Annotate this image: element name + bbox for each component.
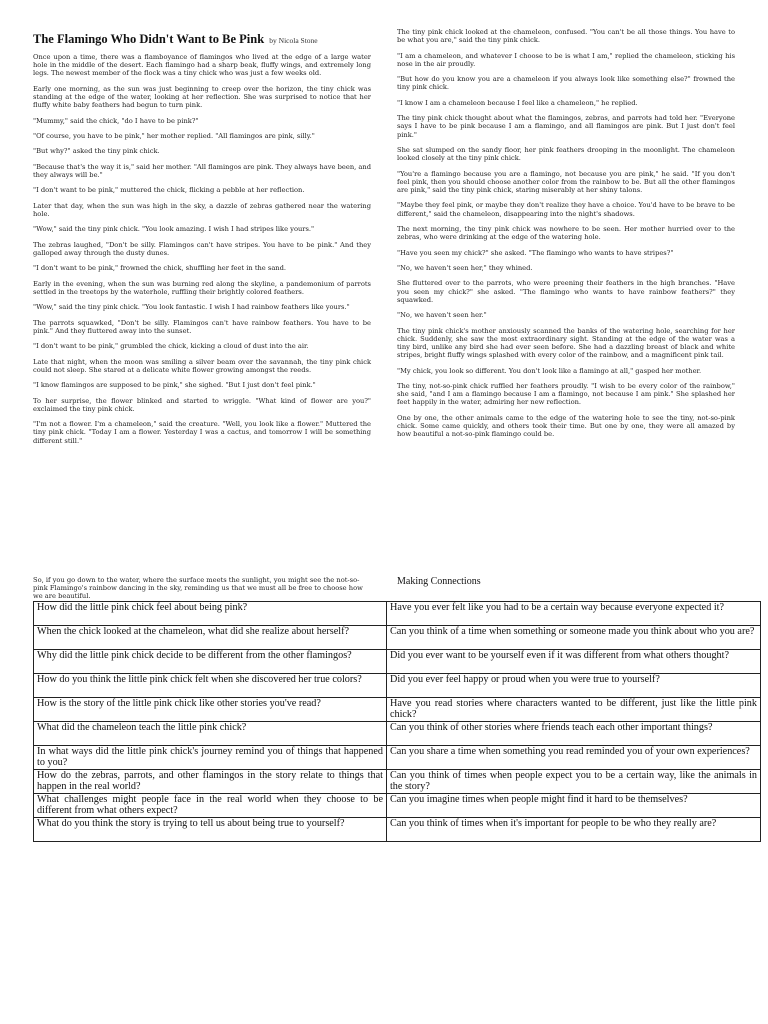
story-paragraph: "Have you seen my chick?" she asked. "The flamingo who wants to have stripes?" [397,248,674,257]
connection-question-cell: Can you imagine times when people might find it hard to be themselves? [386,794,760,818]
connection-question-cell: Can you think of times when it's important for people to be who they really are? [386,818,760,842]
story-paragraph: "Wow," said the tiny pink chick. "You look amazing. I wish I had stripes like yours." [33,225,315,234]
story-paragraph: "My chick, you look so different. You don't look like a flamingo at all," gasped her mother. [397,366,702,375]
story-paragraph: Early one morning, as the sun was just beginning to creep over the horizon, the tiny chick was standing at the edge of the water, looking at her reflection. She was surprised to notice that her fluffy white baby feathers had begun to turn pink. [33,84,371,110]
connection-question-cell: Have you ever felt like you had to be a certain way because everyone expected it? [386,602,760,626]
story-paragraph: "I don't want to be pink," frowned the chick, shuffling her feet in the sand. [33,264,287,273]
story-paragraph: "No, we haven't seen her." [397,311,487,320]
connection-question-cell: Can you think of a time when something or someone made you think about who you are? [386,626,760,650]
right-paragraphs [397,28,735,438]
story-paragraph: "You're a flamingo because you are a flamingo, not because you are pink," he said. "If you don't feel pink, then you should choose another color from the rainbow to be. But all the other flamingos are pink," said the tiny pink chick, staring miserably at her shiny talons. [397,169,735,194]
table-row [34,602,761,626]
story-question-cell: How do the zebras, parrots, and other flamingos in the story relate to things that happen in the real world? [34,770,387,794]
questions-table [33,601,761,842]
table-row [34,626,761,650]
story-paragraph: "I'm not a flower. I'm a chameleon," said the creature. "Well, you look like a flower." Muttered the tiny pink chick. "Today I am a flower. Yesterday I was a cactus, and tomorrow I will be something different still." [33,420,371,445]
story-paragraph: "No, we haven't seen her," they whined. [397,263,533,272]
making-connections-heading: Making Connections [397,576,481,587]
story-question-cell: What do you think the story is trying to tell us about being true to yourself? [34,818,387,842]
story-paragraph: "Maybe they feel pink, or maybe they don't realize they have a choice. You'd have to be brave to be different," said the chameleon, disappearing into the night's shadows. [397,201,735,218]
story-paragraph: "Mummy," said the chick, "do I have to be pink?" [33,116,199,125]
story-paragraph: The parrots squawked, "Don't be silly. Flamingos can't have rainbow feathers. You have to be pink." And they fluttered away into the sunset. [33,318,371,335]
story-header [33,28,371,47]
story-paragraph: "I know I am a chameleon because I feel like a chameleon," he replied. [397,98,638,107]
story-paragraph: She sat slumped on the sandy floor, her pink feathers drooping in the moonlight. The chameleon looked closely at the tiny pink chick. [397,145,735,163]
story-paragraph: Early in the evening, when the sun was burning red along the skyline, a pandemonium of parrots settled in the treetops by the waterhole, ruffling their brightly colored feathers. [33,279,371,296]
story-paragraph: The zebras laughed, "Don't be silly. Flamingos can't have stripes. You have to be pink." And they galloped away through the dusty dunes. [33,240,371,257]
story-paragraph: Later that day, when the sun was high in the sky, a dazzle of zebras gathered near the watering hole. [33,201,371,218]
table-row [34,698,761,722]
connection-question-cell: Can you think of times when people expect you to be a certain way, like the animals in the story? [386,770,760,794]
story-question-cell: When the chick looked at the chameleon, what did she realize about herself? [34,626,387,650]
story-question-cell: In what ways did the little pink chick's journey remind you of things that happened to you? [34,746,387,770]
connection-question-cell: Have you read stories where characters wanted to be different, just like the little pink chick? [386,698,760,722]
table-row [34,674,761,698]
table-row [34,794,761,818]
table-row [34,818,761,842]
story-paragraph: "I don't want to be pink," muttered the chick, flicking a pebble at her reflection. [33,186,305,195]
connection-question-cell: Did you ever want to be yourself even if it was different from what others thought? [386,650,760,674]
connection-question-cell: Did you ever feel happy or proud when you were true to yourself? [386,674,760,698]
story-question-cell: What challenges might people face in the real world when they choose to be different from what others expect? [34,794,387,818]
story-paragraph: Once upon a time, there was a flamboyance of flamingos who lived at the edge of a large water hole in the middle of the desert. Each flamingo had a sharp beak, fluffy wings, and extremely long legs. The newest member of the flock was a tiny chick who was just a few weeks old. [33,53,371,78]
story-paragraph: "But why?" asked the tiny pink chick. [33,147,160,156]
table-row [34,770,761,794]
story-paragraph: One by one, the other animals came to the edge of the watering hole to see the tiny, not-so-pink chick. Some came quickly, and others took their time. But one by one, they were all amazed by how beautiful a not-so-pink flamingo could be. [397,413,735,439]
story-paragraph: "Because that's the way it is," said her mother. "All flamingos are pink. They always have been, and they always will be." [33,162,371,179]
story-paragraph: "I know flamingos are supposed to be pink," she sighed. "But I just don't feel pink." [33,381,316,390]
story-paragraph: "I don't want to be pink," grumbled the chick, kicking a cloud of dust into the air. [33,342,309,351]
story-paragraph: The tiny pink chick's mother anxiously scanned the banks of the watering hole, searching for her chick. Suddenly, she saw the most extraordinary sight. Standing at the edge of the water was a tiny bird, unlike any bird she had ever seen before. She had a dazzling breast of black and white stripes, bright fluffy wings splashed with every color of the rainbow, and a magnificent pink tail. [397,326,735,360]
table-row [34,650,761,674]
story-paragraph: "I am a chameleon, and whatever I choose to be is what I am," replied the chameleon, sticking his nose in the air proudly. [397,51,735,68]
story-paragraph: She fluttered over to the parrots, who were preening their feathers in the high branches. "Have you seen my chick?" she asked. "The flamingo who wants to have rainbow feathers?" they squawked. [397,279,735,304]
story-question-cell: How is the story of the little pink chick like other stories you've read? [34,698,387,722]
story-author: by Nicola Stone [269,36,318,45]
story-paragraph: The tiny pink chick thought about what the flamingos, zebras, and parrots had told her. "Everyone says I have to be pink because I am a flamingo, and all flamingos are pink. But I just don't feel pink." [397,114,735,139]
story-left-column [33,28,371,452]
story-question-cell: What did the chameleon teach the little pink chick? [34,722,387,746]
story-paragraph: "Of course, you have to be pink," her mother replied. "All flamingos are pink, silly." [33,131,315,140]
story-paragraph: The next morning, the tiny pink chick was nowhere to be seen. Her mother hurried over to the zebras, who were drinking at the edge of the watering hole. [397,224,735,242]
story-paragraph: Late that night, when the moon was smiling a silver beam over the savannah, the tiny pink chick could not sleep. She stared at a delicate white flower growing amongst the reeds. [33,357,371,374]
table-row [34,722,761,746]
story-paragraph: The tiny, not-so-pink chick ruffled her feathers proudly. "I wish to be every color of the rainbow," she said, "and I am a flamingo because I am a flamingo, not because I am pink." She splashed her feet happily in the water, admiring her new reflection. [397,381,735,407]
left-paragraphs [33,53,371,445]
story-paragraph: To her surprise, the flower blinked and started to wriggle. "What kind of flower are you?" exclaimed the tiny pink chick. [33,396,371,413]
story-closing: So, if you go down to the water, where the surface meets the sunlight, you might see the not-so-pink Flamingo's rainbow dancing in the sky, reminding us that we must all be free to choose how we are beautiful. [33,576,363,601]
table-row [34,746,761,770]
story-question-cell: How did the little pink chick feel about being pink? [34,602,387,626]
connection-question-cell: Can you share a time when something you read reminded you of your own experiences? [386,746,760,770]
story-question-cell: How do you think the little pink chick felt when she discovered her true colors? [34,674,387,698]
connection-question-cell: Can you think of other stories where friends teach each other important things? [386,722,760,746]
story-paragraph: The tiny pink chick looked at the chameleon, confused. "You can't be all those things. You have to be what you are," said the tiny pink chick. [397,28,735,45]
story-title: The Flamingo Who Didn't Want to Be Pink [33,32,265,46]
story-right-column [397,28,735,446]
story-paragraph: "But how do you know you are a chameleon if you always look like something else?" frowned the tiny pink chick. [397,75,735,92]
story-paragraph: "Wow," said the tiny pink chick. "You look fantastic. I wish I had rainbow feathers like yours." [33,303,350,312]
story-question-cell: Why did the little pink chick decide to be different from the other flamingos? [34,650,387,674]
